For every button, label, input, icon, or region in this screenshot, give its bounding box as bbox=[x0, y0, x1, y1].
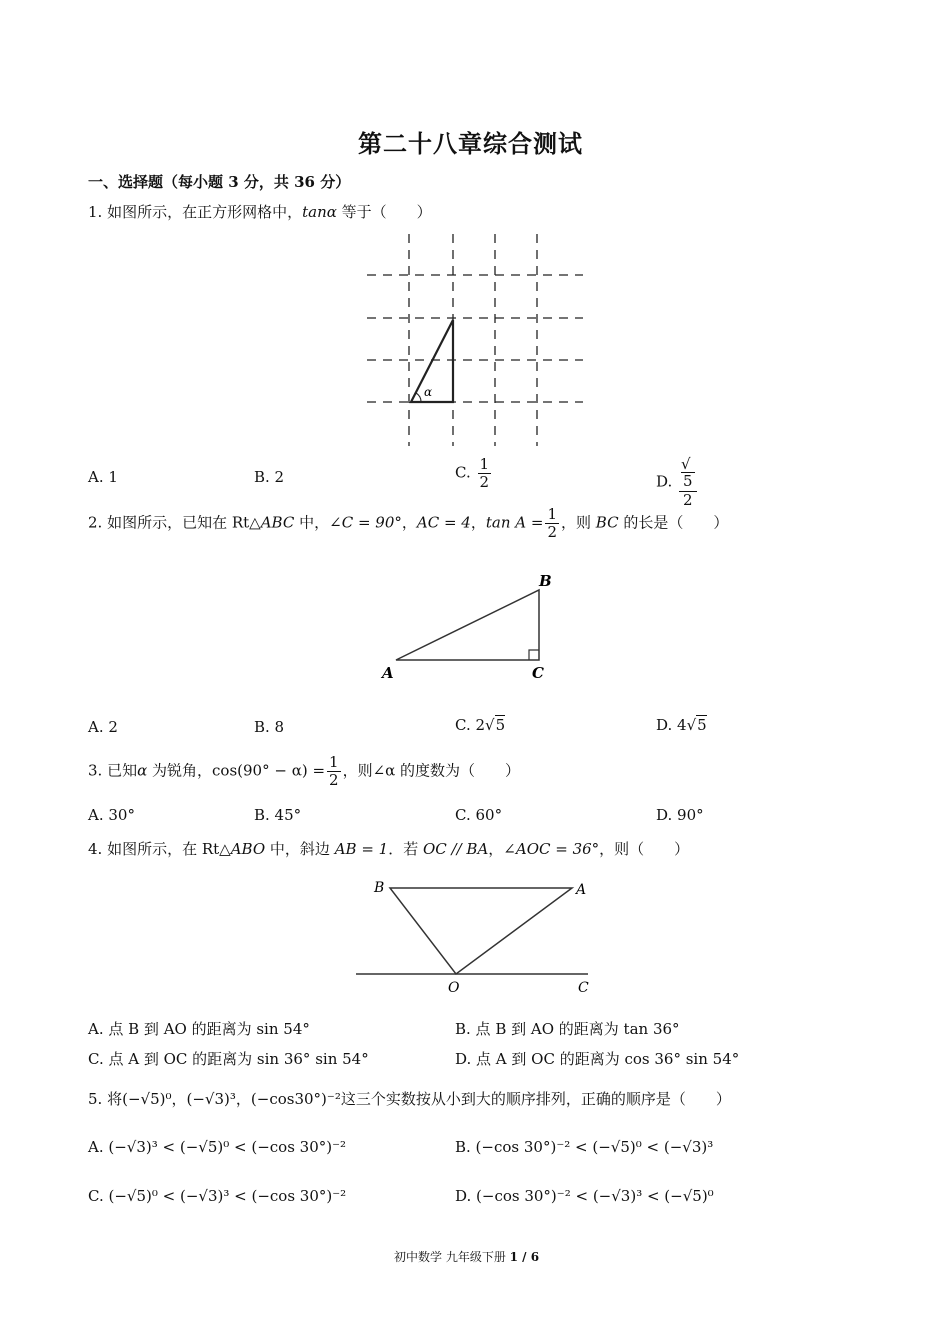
q1-option-b[interactable]: B. 2 bbox=[254, 468, 285, 486]
q1-option-d[interactable]: D. √ 5 2 bbox=[656, 456, 699, 509]
q3-option-a[interactable]: A. 30° bbox=[88, 806, 135, 824]
q4-option-c[interactable]: C. 点 A 到 OC 的距离为 sin 36° sin 54° bbox=[88, 1050, 369, 1068]
q3-option-d[interactable]: D. 90° bbox=[656, 806, 704, 824]
q1-option-d-label: D. bbox=[656, 472, 673, 491]
q2-stem-tail: 的长是（ ） bbox=[618, 513, 729, 532]
q5-term-1: (−√5)⁰ bbox=[122, 1090, 172, 1108]
q2-option-a[interactable]: A. 2 bbox=[88, 718, 118, 736]
q2-option-d-label: D. 4 bbox=[656, 716, 687, 734]
question-1-stem bbox=[88, 201, 432, 222]
q4-option-b[interactable]: B. 点 B 到 AO 的距离为 tan 36° bbox=[455, 1020, 680, 1038]
q2-cond-tan: tan A = bbox=[485, 513, 544, 532]
question-3-stem bbox=[88, 754, 520, 789]
q2-cond-angle: ∠C = 90° bbox=[329, 513, 402, 532]
q3-option-b[interactable]: B. 45° bbox=[254, 806, 302, 824]
q2-triangle-name: ABC bbox=[260, 513, 295, 532]
q1-stem-text: 1. 如图所示，在正方形网格中， bbox=[88, 203, 303, 221]
vertex-a-label: A bbox=[382, 664, 394, 682]
q4-angle: ∠AOC = 36° bbox=[503, 840, 600, 858]
angle-alpha-label: α bbox=[424, 385, 433, 399]
q5-stem-tail: 这三个实数按从小到大的顺序排列，正确的顺序是（ ） bbox=[340, 1090, 731, 1108]
q4-stem-mid: 中，斜边 bbox=[265, 840, 335, 858]
q2-option-c-radicand: 5 bbox=[495, 716, 506, 734]
q3-stem-mid: 为锐角， bbox=[147, 761, 213, 780]
q5-option-b[interactable]: B. (−cos 30°)⁻² < (−√5)⁰ < (−√3)³ bbox=[455, 1138, 714, 1156]
right-angle-mark bbox=[529, 650, 539, 660]
q5-term-2: (−√3)³ bbox=[186, 1090, 236, 1108]
q2-stem-mid: 中， bbox=[294, 513, 330, 532]
q4-stem-sep: ， bbox=[488, 840, 504, 858]
triangle-abo bbox=[390, 888, 572, 974]
q3-stem-text: 3. 已知 bbox=[88, 761, 138, 780]
q2-option-d-radicand: 5 bbox=[697, 716, 707, 734]
footer-page-number: 1 / 6 bbox=[509, 1250, 540, 1264]
q5-stem-text: 5. 将 bbox=[88, 1090, 123, 1108]
q2-stem-text: 2. 如图所示，已知在 Rt△ bbox=[88, 513, 261, 532]
q4-parallel: OC // BA bbox=[423, 840, 489, 858]
q4-option-a[interactable]: A. 点 B 到 AO 的距离为 sin 54° bbox=[88, 1020, 310, 1038]
q4-triangle-figure bbox=[350, 874, 600, 998]
question-2-stem: 2. 如图所示，已知在 Rt△ABC 中，∠C = 90°，AC = 4，tan A = $\frac{1}{2}$ ，则 BC 的长是（ ） bbox=[88, 505, 729, 541]
vertex-c-label: C bbox=[532, 664, 544, 682]
vertex-b-label: B bbox=[374, 880, 385, 896]
q4-stem-tail: ，则（ ） bbox=[599, 840, 690, 858]
q2-stem-then: ，则 bbox=[561, 513, 596, 532]
q1-stem-tail: 等于（ ） bbox=[336, 203, 432, 221]
right-triangle bbox=[396, 590, 539, 660]
q4-stem-text: 4. 如图所示，在 Rt△ bbox=[88, 840, 231, 858]
q3-option-c[interactable]: C. 60° bbox=[455, 806, 503, 824]
q5-option-c[interactable]: C. (−√5)⁰ < (−√3)³ < (−cos 30°)⁻² bbox=[88, 1187, 347, 1205]
q2-cond-num: 1 bbox=[547, 505, 557, 523]
q1-option-c-label: C. bbox=[455, 463, 471, 482]
q5-option-d[interactable]: D. (−cos 30°)⁻² < (−√3)³ < (−√5)⁰ bbox=[455, 1187, 714, 1205]
section-heading: 一、选择题（每小题 3 分，共 36 分） bbox=[88, 173, 351, 191]
q1-grid-figure bbox=[365, 232, 585, 448]
q3-expression: cos(90° − α) = bbox=[212, 761, 326, 780]
q5-option-a[interactable]: A. (−√3)³ < (−√5)⁰ < (−cos 30°)⁻² bbox=[88, 1138, 347, 1156]
point-c-label: C bbox=[578, 980, 589, 996]
q4-stem-if: ．若 bbox=[388, 840, 423, 858]
vertex-o-label: O bbox=[448, 980, 460, 996]
q1-option-c-num: 1 bbox=[479, 455, 490, 473]
page-title: 第二十八章综合测试 bbox=[358, 129, 583, 158]
q1-option-d-den: 2 bbox=[683, 491, 693, 509]
q1-option-c-den: 2 bbox=[479, 473, 490, 491]
q3-den: 2 bbox=[329, 771, 339, 789]
angle-arc bbox=[416, 393, 421, 402]
q1-option-a[interactable]: A. 1 bbox=[88, 468, 118, 486]
q2-option-b[interactable]: B. 8 bbox=[254, 718, 285, 736]
q2-cond-side: AC = 4 bbox=[416, 513, 471, 532]
q5-term-3: (−cos30°)⁻² bbox=[250, 1090, 341, 1108]
vertex-a-label: A bbox=[576, 882, 587, 898]
q2-cond-den: 2 bbox=[547, 523, 557, 541]
vertex-b-label: B bbox=[539, 572, 552, 590]
question-5-stem: 5. 将(−√5)⁰，(−√3)³，(−cos30°)⁻²这三个实数按从小到大的顺序排列，正确的顺序是（ ） bbox=[88, 1090, 731, 1108]
q4-triangle-name: ABO bbox=[230, 840, 266, 858]
q2-stem-bc: BC bbox=[595, 513, 619, 532]
q2-option-c[interactable]: C. 2√5 bbox=[455, 716, 506, 734]
q3-stem-tail: ，则∠α 的度数为（ ） bbox=[342, 761, 521, 780]
q3-num: 1 bbox=[329, 753, 339, 771]
q1-option-d-radicand: 5 bbox=[683, 472, 693, 490]
q2-option-c-label: C. 2 bbox=[455, 716, 486, 734]
page-footer bbox=[394, 1248, 539, 1265]
q2-option-d[interactable]: D. 4√5 bbox=[656, 716, 707, 734]
grid-lines bbox=[367, 234, 583, 446]
question-4-stem bbox=[88, 838, 689, 859]
q4-option-d[interactable]: D. 点 A 到 OC 的距离为 cos 36° sin 54° bbox=[455, 1050, 740, 1068]
q1-stem-math: tanα bbox=[302, 203, 337, 221]
q3-alpha: α bbox=[137, 761, 148, 780]
q4-hypotenuse: AB = 1 bbox=[334, 840, 389, 858]
q1-option-c[interactable] bbox=[455, 456, 493, 491]
q2-triangle-figure bbox=[376, 568, 556, 684]
footer-course: 初中数学 九年级下册 bbox=[394, 1250, 510, 1264]
